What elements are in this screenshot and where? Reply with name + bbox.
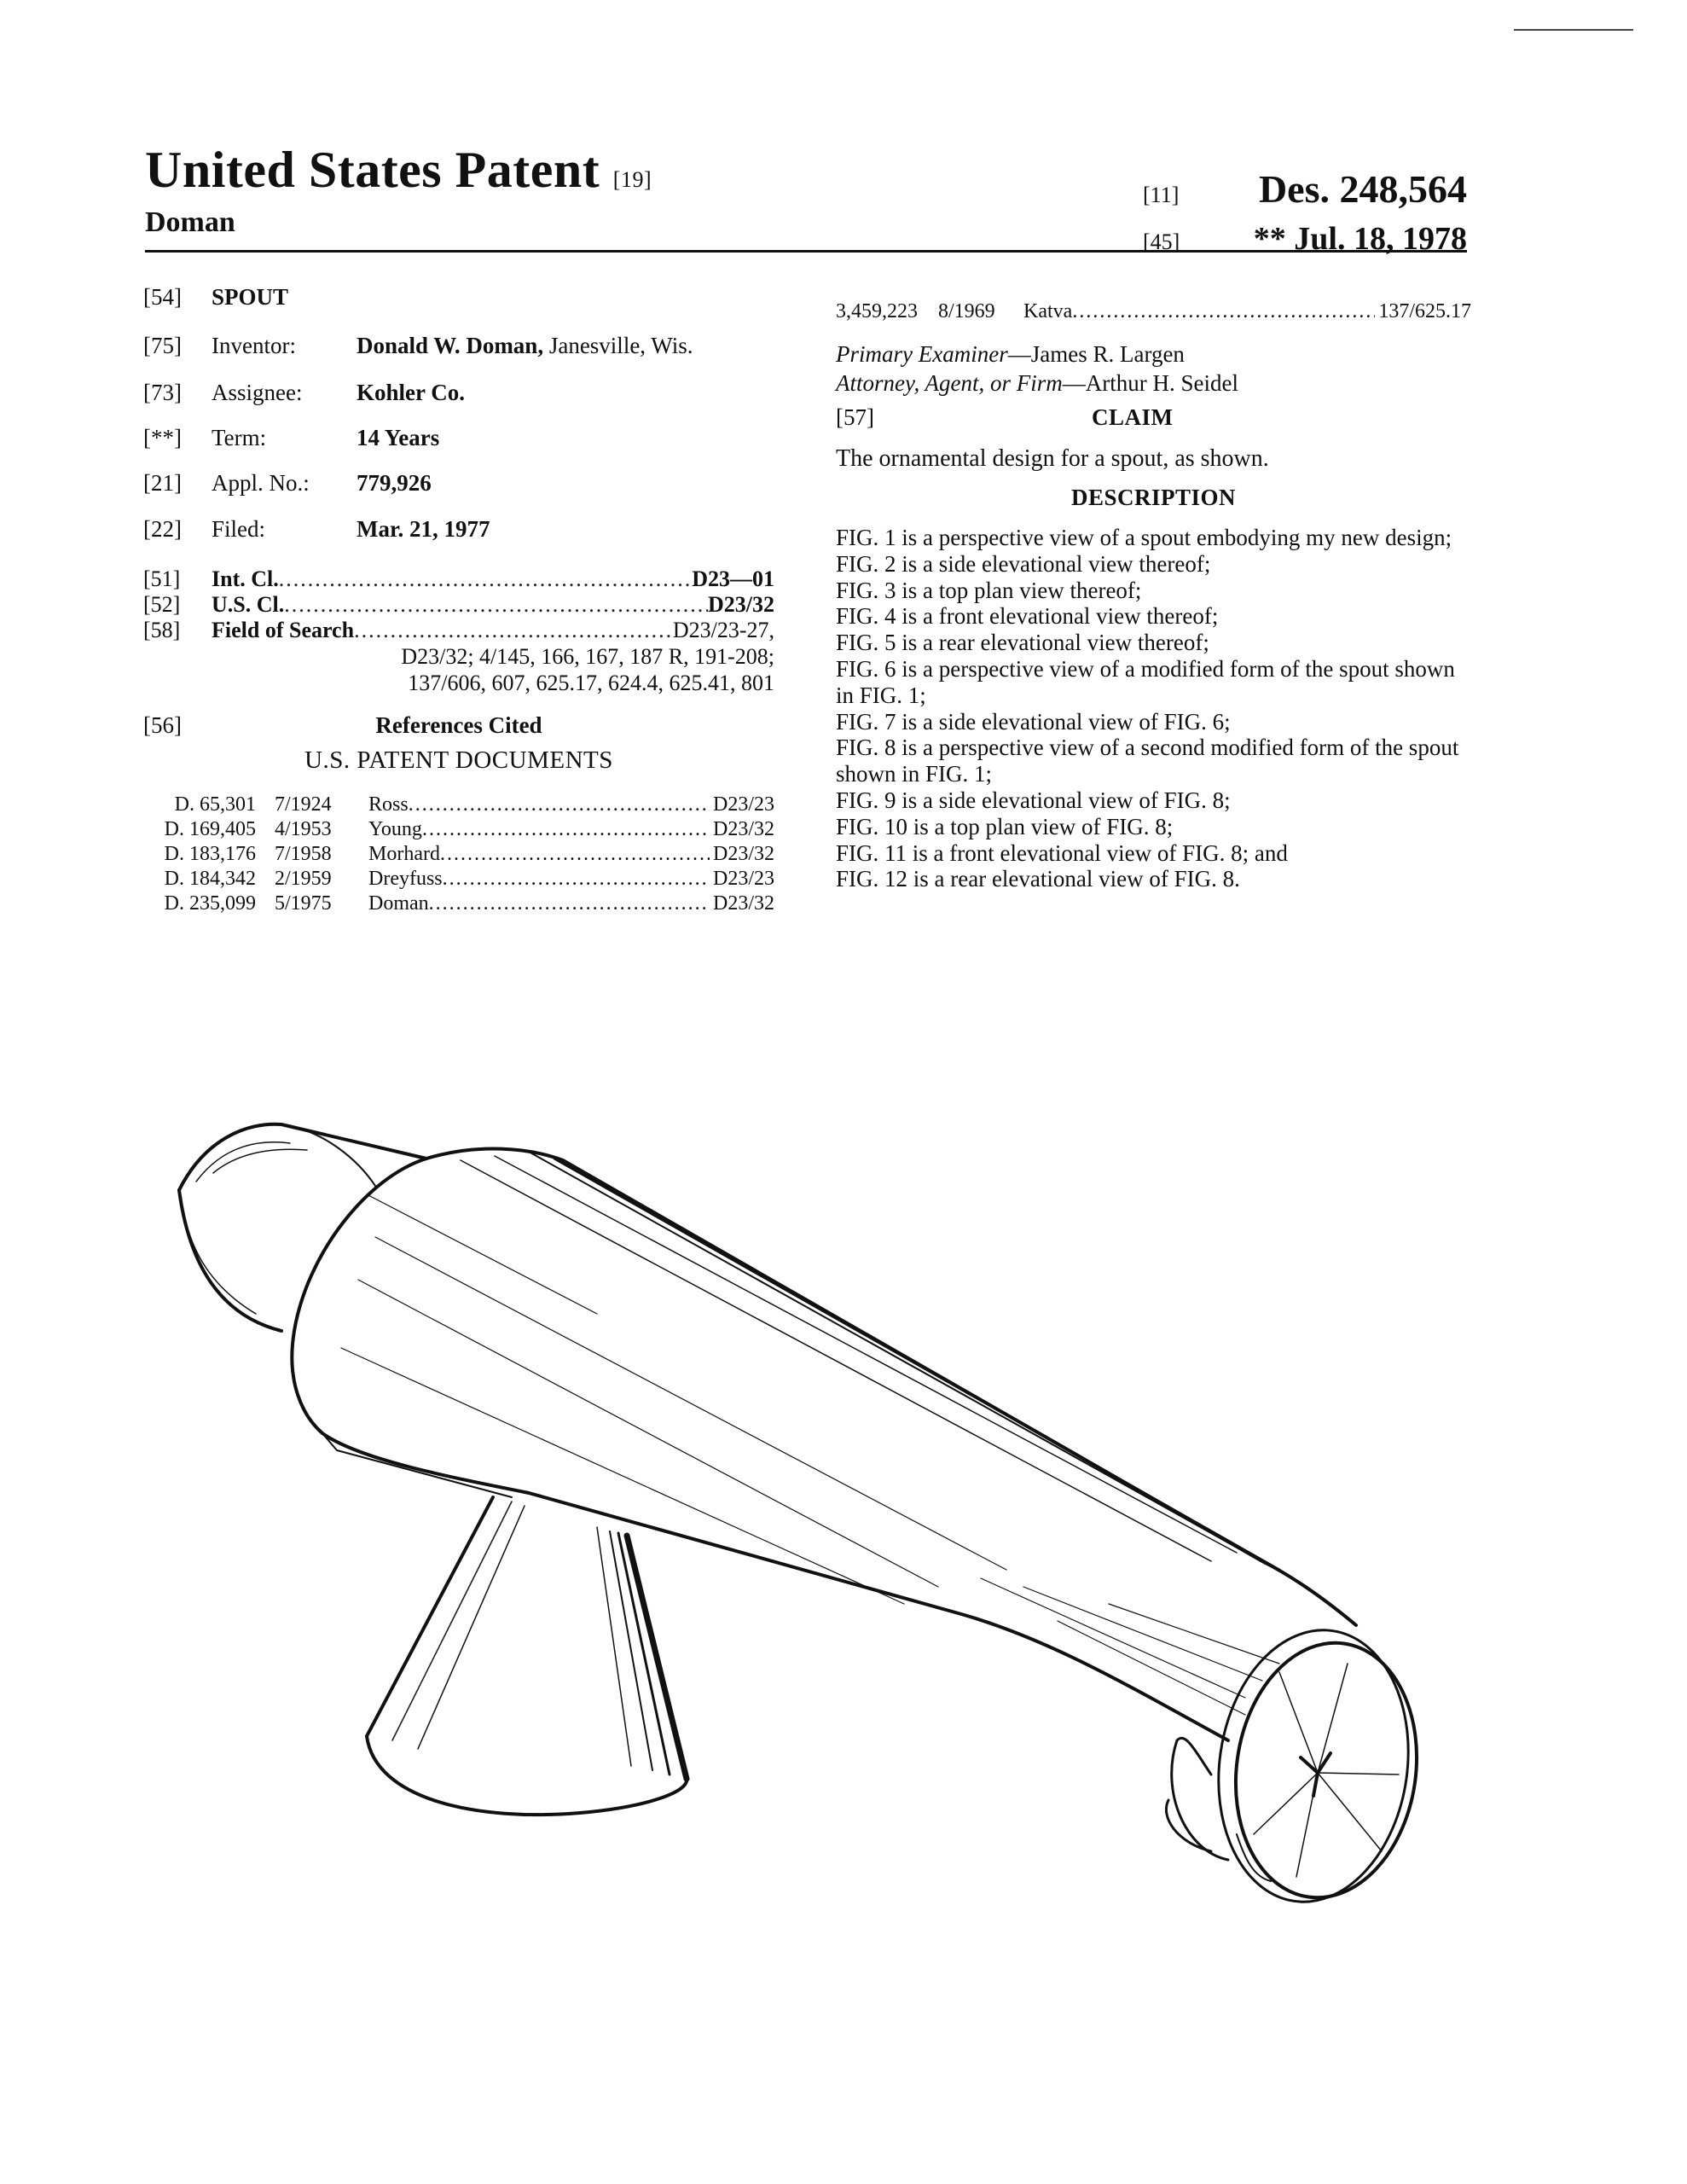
primary-examiner: Primary Examiner—James R. Largen [836, 341, 1185, 367]
pedestal-cone [367, 1497, 687, 1815]
description-line: FIG. 6 is a perspective view of a modified form of the spout shown in FIG. 1; [836, 655, 1455, 708]
patent-title: United States Patent [19] [145, 142, 652, 198]
reference-row: D. 183,176 7/1958 Morhard ..... D23/32 [143, 843, 774, 866]
references-heading: [56] References Cited [143, 712, 542, 738]
claim-heading: [57] CLAIM [836, 404, 1174, 430]
field-of-search-line: D23/32; 4/145, 166, 167, 187 R, 191-208; [401, 644, 774, 669]
reference-row: D. 184,342 2/1959 Dreyfuss ..... D23/23 [143, 868, 774, 891]
spout-nozzle-end [1166, 1618, 1432, 1914]
reference-row: D. 65,301 7/1924 Ross ..... D23/23 [143, 793, 774, 816]
description-line: FIG. 9 is a side elevational view of FIG. 8; [836, 787, 1231, 813]
description-line: FIG. 7 is a side elevational view of FIG. 6; [836, 708, 1231, 735]
patent-date: [45] ** Jul. 18, 1978 [1143, 221, 1467, 257]
int-cl: [51] Int. Cl. ..... D23—01 [143, 566, 774, 592]
reference-row: D. 235,099 5/1975 Doman ..... D23/32 [143, 892, 774, 915]
reference-row: D. 169,405 4/1953 Young ..... D23/32 [143, 818, 774, 841]
description-line: FIG. 1 is a perspective view of a spout embodying my new design; [836, 525, 1452, 550]
field-appl-no: [21] Appl. No.: 779,926 [143, 470, 432, 496]
description-line: FIG. 12 is a rear elevational view of FIG. 8. [836, 866, 1240, 892]
us-cl: [52] U.S. Cl. ..... D23/32 [143, 592, 774, 618]
field-assignee: [73] Assignee: Kohler Co. [143, 380, 465, 405]
field-filed: [22] Filed: Mar. 21, 1977 [143, 516, 490, 542]
references-subheading: U.S. PATENT DOCUMENTS [304, 746, 613, 774]
field-term: [**] Term: 14 Years [143, 425, 440, 450]
description-heading: DESCRIPTION [1070, 485, 1237, 510]
description-line: FIG. 3 is a top plan view thereof; [836, 577, 1142, 603]
field-inventor: [75] Inventor: Donald W. Doman, Janesville, Wis. [143, 333, 693, 358]
inventor-surname: Doman [145, 206, 235, 238]
claim-text: The ornamental design for a spout, as shown. [836, 445, 1269, 472]
description-line: FIG. 11 is a front elevational view of FIG. 8; and [836, 839, 1288, 866]
field-title: [54] SPOUT [143, 284, 289, 310]
patent-number: [11] Des. 248,564 [1143, 167, 1467, 211]
description-line: FIG. 4 is a front elevational view thereof; [836, 603, 1219, 630]
description-line: FIG. 8 is a perspective view of a second modified form of the spout shown in FIG. 1; [836, 735, 1459, 787]
field-of-search-line: 137/606, 607, 625.17, 624.4, 625.41, 801 [408, 671, 774, 695]
field-of-search: [58] Field of Search ..... D23/23-27, [143, 618, 774, 643]
attorney: Attorney, Agent, or Firm—Arthur H. Seidel [836, 370, 1238, 396]
spout-body [292, 1148, 1356, 1740]
description-line: FIG. 2 is a side elevational view thereof; [836, 550, 1211, 577]
description-line: FIG. 10 is a top plan view of FIG. 8; [836, 813, 1174, 839]
reference-row-continued: 3,459,223 8/1969 Katva ..... 137/625.17 [836, 300, 1471, 323]
description-line: FIG. 5 is a rear elevational view thereof; [836, 630, 1209, 656]
